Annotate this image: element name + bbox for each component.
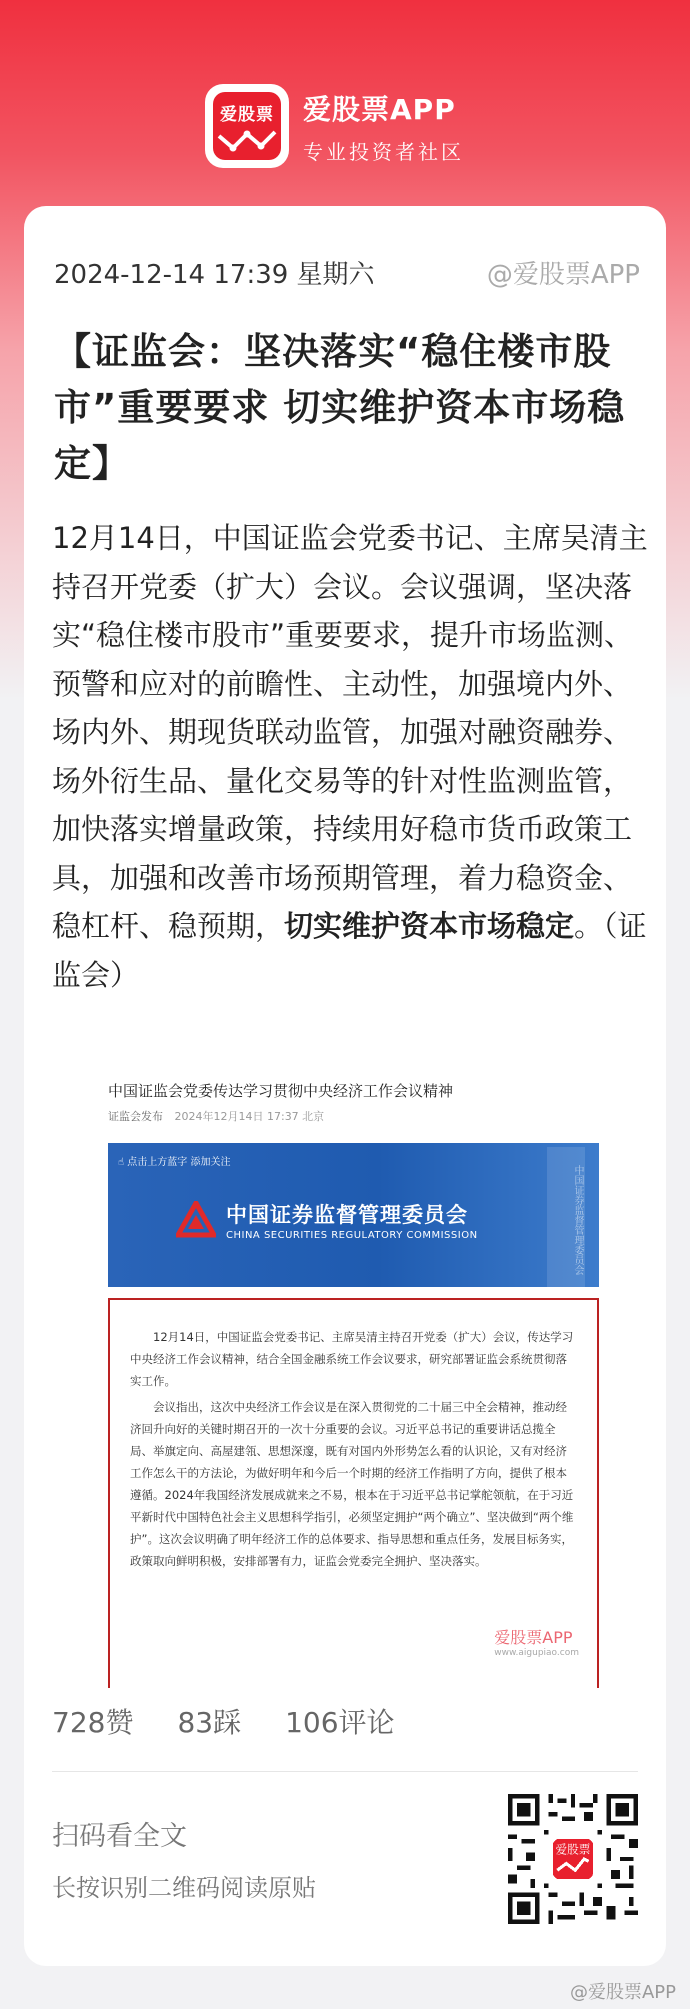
embedded-time: 2024年12月14日 17:37 北京 [174, 1110, 325, 1123]
body-text-part2: 。（证监会） [52, 909, 647, 992]
banner-title-cn: 中国证券监督管理委员会 [226, 1203, 468, 1227]
comment-count[interactable]: 106评论 [285, 1706, 395, 1739]
post-source[interactable]: @爱股票APP [486, 260, 640, 290]
doc-paragraph: 12月14日，中国证监会党委书记、主席吴清主持召开党委（扩大）会议，传达学习中央经济工作会议精神，结合全国金融系统工作会议要求，研究部署证监会系统贯彻落实工作。 [130, 1330, 574, 1388]
app-title: 爱股票APP [303, 92, 456, 126]
logo-text: 爱股票 [220, 105, 274, 125]
post-stats [52, 1701, 395, 1741]
app-logo [205, 84, 289, 168]
csrc-emblem-icon [176, 1201, 216, 1241]
post-datetime: 2024-12-14 17:39 星期六 [54, 260, 375, 290]
embedded-screenshot[interactable] [84, 1076, 614, 1696]
post-card [24, 206, 666, 1966]
scan-prompt: 扫码看全文 [52, 1821, 187, 1852]
post-body [52, 514, 656, 999]
chart-line-icon [217, 128, 277, 154]
banner-tip: ☝ 点击上方蓝字 添加关注 [118, 1157, 231, 1168]
divider [52, 1771, 638, 1772]
qr-code-icon[interactable] [508, 1794, 638, 1924]
banner-side-plaque: 中国证券监督管理委员会 [547, 1147, 585, 1287]
embedded-meta [108, 1108, 324, 1124]
embedded-publisher: 证监会发布 [108, 1110, 163, 1123]
like-count[interactable]: 728赞 [52, 1706, 134, 1739]
embedded-title: 中国证监会党委传达学习贯彻中央经济工作会议精神 [108, 1082, 454, 1100]
post-headline: 【证监会：坚决落实“稳住楼市股市”重要要求 切实维护资本市场稳定】 [54, 330, 626, 485]
body-text-part1: 12月14日，中国证监会党委书记、主席吴清主持召开党委（扩大）会议。会议强调，坚决落实“稳住楼市股市”重要要求，提升市场监测、预警和应对的前瞻性、主动性，加强境内外、场内外、期现货联动监管，加强对融资融券、场外衍生品、量化交易等的针对性监测监管，加快落实增量政策，持续用好稳市货币政策工具，加强和改善市场预期管理，着力稳资金、稳杠杆、稳预期， [52, 521, 648, 943]
watermark: 爱股票APP www.aigupiao.com [494, 1628, 579, 1658]
dislike-count[interactable]: 83踩 [177, 1706, 242, 1739]
embedded-document [108, 1298, 599, 1688]
footer-watermark: @爱股票APP [569, 1982, 676, 2003]
qr-logo-text: 爱股票 [555, 1842, 591, 1857]
hand-pointer-icon: ☝ [118, 1157, 125, 1168]
body-text-bold: 切实维护资本市场稳定 [284, 909, 575, 943]
app-subtitle: 专业投资者社区 [303, 139, 464, 164]
scan-hint: 长按识别二维码阅读原贴 [52, 1874, 316, 1902]
app-header [205, 83, 464, 169]
csrc-banner [108, 1143, 599, 1287]
doc-paragraph: 会议指出，这次中央经济工作会议是在深入贯彻党的二十届三中全会精神，推动经济回升向好的关键时期召开的一次十分重要的会议。习近平总书记的重要讲话总揽全局、举旗定向、高屋建瓴、思想深邃，既有对国内外形势怎么看的认识论，又有对经济工作怎么干的方法论，为做好明年和今后一个时期的经济工作指明了方向，提供了根本遵循。2024年我国经济发展成就来之不易，根本在于习近平总书记掌舵领航，在于习近平新时代中国特色社会主义思想科学指引，必须坚定拥护“两个确立”、坚决做到“两个维护”。这次会议明确了明年经济工作的总体要求、指导思想和重点任务，发展目标务实，政策取向鲜明积极，安排部署有力，证监会党委完全拥护、坚决落实。 [130, 1400, 574, 1568]
banner-title-en: CHINA SECURITIES REGULATORY COMMISSION [226, 1230, 478, 1241]
post-meta [54, 254, 640, 291]
